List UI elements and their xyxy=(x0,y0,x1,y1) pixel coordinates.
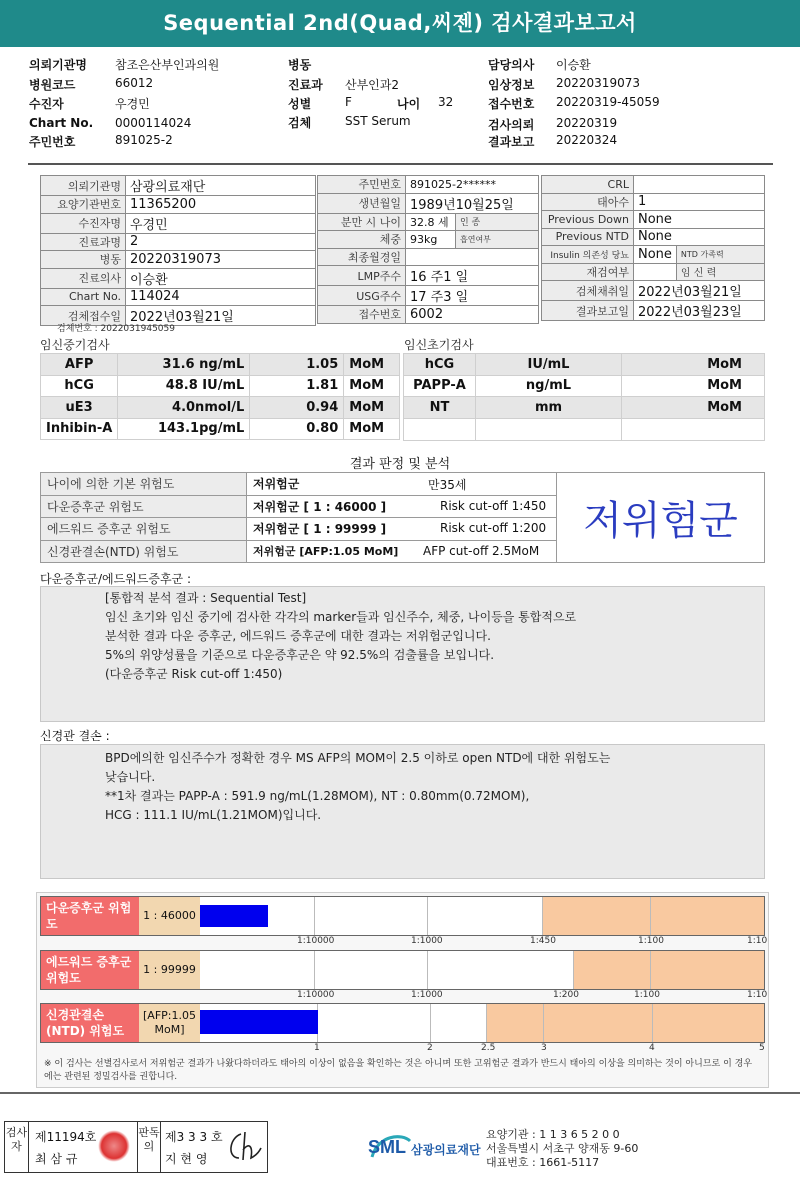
ntd-risk-bar xyxy=(40,1003,765,1043)
tick-label: 1:200 xyxy=(553,990,579,1000)
info-value: 2022년03월21일 xyxy=(126,306,316,326)
header-label: 담당의사 xyxy=(488,58,535,72)
first-trimester-table xyxy=(403,353,765,441)
analysis-line: 낮습니다. xyxy=(105,770,156,784)
risk-value: 저위험군 xyxy=(247,473,557,496)
risk-value: 저위험군 [ 1 : 46000 ] xyxy=(247,495,557,518)
tick-line xyxy=(573,951,574,989)
header-label: Chart No. xyxy=(29,116,94,130)
info-value: 17 주3 일 xyxy=(406,286,539,306)
tick-label: 2 xyxy=(427,1043,433,1053)
overall-result: 저위험군 xyxy=(583,498,738,544)
marker-row xyxy=(41,375,400,397)
ntd-label: 신경관 결손 : xyxy=(40,729,110,743)
tick-label: 5 xyxy=(759,1043,765,1053)
marker-empty xyxy=(404,418,476,440)
report-title: Sequential 2nd(Quad,씨젠) 검사결과보고서 xyxy=(0,0,800,47)
second-trimester-label: 임신중기검사 xyxy=(40,338,110,352)
tick-line xyxy=(543,1004,544,1042)
header-value: 참조은산부인과의원 xyxy=(115,58,220,72)
info-value: 6002 xyxy=(406,306,539,324)
info-label: 재검여부 xyxy=(542,263,634,281)
bar-label: 신경관결손(NTD) 위험도 xyxy=(41,1004,139,1042)
tick-label: 1:100 xyxy=(638,936,664,946)
marker-mom-unit: MoM xyxy=(622,354,765,376)
info-label: Previous NTD xyxy=(542,228,634,246)
bar-value: [AFP:1.05 MoM] xyxy=(139,1004,200,1042)
analysis-line: [통합적 분석 결과 : Sequential Test] xyxy=(105,591,307,605)
tick-label: 1:10 xyxy=(747,936,768,946)
info-label: 흡연여부 xyxy=(456,231,539,249)
info-label: 수진자명 xyxy=(41,213,126,233)
sml-brand: SML xyxy=(368,1137,406,1157)
tick-label: 4 xyxy=(649,1043,655,1053)
info-value: 891025-2****** xyxy=(406,176,539,194)
marker-row xyxy=(404,418,765,440)
info-label: 인 종 xyxy=(456,213,539,231)
marker-name: Inhibin-A xyxy=(41,418,118,440)
info-label: 검체접수일 xyxy=(41,306,126,326)
info-label: 접수번호 xyxy=(318,306,406,324)
marker-row xyxy=(404,397,765,419)
marker-empty xyxy=(476,418,622,440)
info-label: 생년월일 xyxy=(318,193,406,213)
marker-unit: MoM xyxy=(344,397,400,419)
marker-row xyxy=(41,418,400,440)
analysis-line: 임신 초기와 임신 중기에 검사한 각각의 marker들과 임신주수, 체중, 나이등을 통합적으로 xyxy=(105,610,577,624)
tick-line xyxy=(650,951,651,989)
judgment-table xyxy=(40,472,765,563)
first-trimester-label: 임신초기검사 xyxy=(404,338,474,352)
marker-unit: MoM xyxy=(344,354,400,376)
info-value: None xyxy=(634,228,765,246)
info-label: 태아수 xyxy=(542,193,634,211)
analysis-line: **1차 결과는 PAPP-A : 591.9 ng/mL(1.28MOM), NT : 0.80mm(0.72MOM), xyxy=(105,789,530,803)
disclaimer-note: ※ 이 검사는 선별검사로서 저위험군 결과가 나왔다하더라도 태아의 이상이 없음을 확인하는 것은 아니며 또한 고위험군 결과가 반드시 태아의 이상을 의미하는 것이 아니므로 이 경우에는 관련된 정밀검사를 권합니다. xyxy=(44,1059,753,1082)
marker-name: hCG xyxy=(41,375,118,397)
header-label: 검사의뢰 xyxy=(488,118,535,132)
marker-mom-unit: MoM xyxy=(622,375,765,397)
header-label: 검체 xyxy=(288,116,312,130)
signature-box xyxy=(4,1121,268,1173)
marker-value: 143.1pg/mL xyxy=(118,418,250,440)
marker-row xyxy=(41,397,400,419)
info-table-right xyxy=(541,175,765,321)
risk-label: 에드워드 증후군 위험도 xyxy=(41,518,247,541)
header-label: 의뢰기관명 xyxy=(29,58,87,72)
info-label: Insulin 의존성 당뇨 xyxy=(542,246,634,264)
marker-name: hCG xyxy=(404,354,476,376)
risk-cutoff: AFP cut-off 2.5MoM xyxy=(423,544,540,558)
marker-mom-unit: MoM xyxy=(622,397,765,419)
info-value: 11365200 xyxy=(126,196,316,214)
info-label: 진료의사 xyxy=(41,268,126,288)
risk-zone xyxy=(486,1004,764,1042)
judgment-title: 결과 판정 및 분석 xyxy=(349,457,451,472)
info-label: CRL xyxy=(542,176,634,194)
footer-divider xyxy=(0,1092,800,1094)
header-value: 66012 xyxy=(115,76,154,90)
header-value: 32 xyxy=(438,95,454,109)
info-label: LMP주수 xyxy=(318,266,406,286)
tick-line xyxy=(542,897,543,935)
risk-value: 저위험군 [ 1 : 99999 ] xyxy=(247,518,557,541)
second-trimester-table xyxy=(40,353,400,440)
tick-line xyxy=(427,951,428,989)
tick-line xyxy=(314,951,315,989)
header-label: 결과보고 xyxy=(488,135,535,149)
bar-label: 다운증후군 위험도 xyxy=(41,897,139,935)
info-label: NTD 가족력 xyxy=(676,246,764,264)
marker-row xyxy=(404,354,765,376)
marker-value: 4.0nmol/L xyxy=(118,397,250,419)
header-value: 우경민 xyxy=(115,97,150,111)
tick-line xyxy=(430,1004,431,1042)
info-table-mid xyxy=(317,175,539,324)
header-value: SST Serum xyxy=(345,114,411,128)
header-value: 20220319-45059 xyxy=(556,95,660,109)
info-label: 요양기관번호 xyxy=(41,196,126,214)
header-label: 수진자 xyxy=(29,97,64,111)
header-label: 병동 xyxy=(288,58,312,72)
analysis-line: (다운증후군 Risk cut-off 1:450) xyxy=(105,667,283,681)
checker-name: 최 삼 규 xyxy=(35,1152,78,1166)
marker-name: AFP xyxy=(41,354,118,376)
marker-unit: ng/mL xyxy=(476,375,622,397)
specimen-number: 검체번호 : 2022031945059 xyxy=(57,324,175,334)
tick-label: 1:1000 xyxy=(411,936,443,946)
tick-label: 3 xyxy=(541,1043,547,1053)
tick-label: 1:1000 xyxy=(411,990,443,1000)
tick-label: 1 xyxy=(314,1043,320,1053)
info-label: 분만 시 나이 xyxy=(318,213,406,231)
brand-name: 삼광의료재단 xyxy=(411,1143,481,1157)
info-value: 32.8 세 xyxy=(406,213,456,231)
edward-risk-bar xyxy=(40,950,765,990)
bar-value: 1 : 99999 xyxy=(139,951,200,989)
header-value: 20220319 xyxy=(556,116,618,130)
marker-mom: 1.05 xyxy=(250,354,344,376)
marker-row xyxy=(404,375,765,397)
tick-line xyxy=(650,897,651,935)
header-label: 접수번호 xyxy=(488,97,535,111)
info-value: 2022년03월21일 xyxy=(634,281,765,301)
info-label: 주민번호 xyxy=(318,176,406,194)
info-value: 20220319073 xyxy=(126,251,316,269)
info-value: 2 xyxy=(126,233,316,251)
risk-label: 신경관결손(NTD) 위험도 xyxy=(41,540,247,563)
info-value: 1989년10월25일 xyxy=(406,193,539,213)
tick-line xyxy=(427,897,428,935)
reviewer-label: 판독의 xyxy=(137,1122,161,1172)
overall-result-cell xyxy=(557,473,765,563)
info-value: 우경민 xyxy=(126,213,316,233)
tick-label: 1:10 xyxy=(747,990,768,1000)
ntd-box xyxy=(40,744,765,879)
info-label: 임 신 력 xyxy=(676,263,764,281)
info-value xyxy=(634,176,765,194)
info-label: 검체채취일 xyxy=(542,281,634,301)
seal-stamp-icon xyxy=(98,1130,130,1162)
marker-mom: 0.80 xyxy=(250,418,344,440)
header-label: 주민번호 xyxy=(29,135,76,149)
info-value xyxy=(406,248,539,266)
info-value: 이승환 xyxy=(126,268,316,288)
header-value: 20220319073 xyxy=(556,76,640,90)
marker-empty xyxy=(622,418,765,440)
header-label: 임상정보 xyxy=(488,78,535,92)
marker-mom: 0.94 xyxy=(250,397,344,419)
info-value: None xyxy=(634,246,677,264)
analysis-line: 분석한 결과 다운 증후군, 에드워드 증후군에 대한 결과는 저위험군입니다. xyxy=(105,629,491,643)
info-label: USG주수 xyxy=(318,286,406,306)
marker-unit: mm xyxy=(476,397,622,419)
marker-value: 31.6 ng/mL xyxy=(118,354,250,376)
footer-code: 요양기관 : 1 1 3 6 5 2 0 0 xyxy=(486,1128,620,1141)
header-value: 20220324 xyxy=(556,133,618,147)
analysis-line: HCG : 111.1 IU/mL(1.21MOM)입니다. xyxy=(105,808,322,822)
marker-mom: 1.81 xyxy=(250,375,344,397)
info-value xyxy=(634,263,677,281)
header-label: 성별 xyxy=(288,97,312,111)
risk-cutoff: 만35세 xyxy=(428,478,467,492)
header-block xyxy=(0,52,800,152)
info-value: 1 xyxy=(634,193,765,211)
marker-name: PAPP-A xyxy=(404,375,476,397)
info-label: Chart No. xyxy=(41,288,126,306)
info-label: Previous Down xyxy=(542,211,634,229)
footer-phone: 대표번호 : 1661-5117 xyxy=(486,1156,600,1169)
marker-name: uE3 xyxy=(41,397,118,419)
info-table-left xyxy=(40,175,316,326)
info-value: None xyxy=(634,211,765,229)
info-value: 삼광의료재단 xyxy=(126,176,316,196)
header-value: 이승환 xyxy=(556,58,591,72)
analysis-line: 5%의 위양성률을 기준으로 다운증후군은 약 92.5%의 검출률을 보입니다. xyxy=(105,648,495,662)
info-value: 114024 xyxy=(126,288,316,306)
bar-fill xyxy=(200,905,268,927)
tick-line xyxy=(314,897,315,935)
header-label: 진료과 xyxy=(288,78,323,92)
risk-zone xyxy=(573,951,764,989)
info-label: 의뢰기관명 xyxy=(41,176,126,196)
bar-fill xyxy=(200,1010,318,1034)
tick-line xyxy=(486,1004,487,1042)
risk-zone xyxy=(542,897,764,935)
risk-value: 저위험군 [AFP:1.05 MoM] xyxy=(247,540,557,563)
header-label: 병원코드 xyxy=(29,78,76,92)
checker-license: 제11194호 xyxy=(35,1130,97,1144)
header-value: 891025-2 xyxy=(115,133,173,147)
tick-label: 1:450 xyxy=(530,936,556,946)
marker-unit: MoM xyxy=(344,375,400,397)
info-label: 병동 xyxy=(41,251,126,269)
info-label: 체중 xyxy=(318,231,406,249)
header-value: 0000114024 xyxy=(115,116,192,130)
marker-unit: MoM xyxy=(344,418,400,440)
tick-label: 1:10000 xyxy=(297,990,335,1000)
risk-label: 다운증후군 위험도 xyxy=(41,495,247,518)
marker-value: 48.8 IU/mL xyxy=(118,375,250,397)
header-divider xyxy=(28,163,773,165)
footer-contact xyxy=(486,1128,638,1170)
marker-row xyxy=(41,354,400,376)
analysis-line: BPD에의한 임신주수가 정확한 경우 MS AFP의 MOM이 2.5 이하로 open NTD에 대한 위험도는 xyxy=(105,751,611,765)
footer-address: 서울특별시 서초구 양재동 9-60 xyxy=(486,1142,639,1155)
info-label: 진료과명 xyxy=(41,233,126,251)
bar-value: 1 : 46000 xyxy=(139,897,200,935)
down-edward-box xyxy=(40,586,765,722)
tick-line xyxy=(652,1004,653,1042)
tick-label: 1:10000 xyxy=(297,936,335,946)
bar-label: 에드워드 증후군 위험도 xyxy=(41,951,139,989)
header-value: F xyxy=(345,95,352,109)
info-value: 93kg xyxy=(406,231,456,249)
info-label: 결과보고일 xyxy=(542,301,634,321)
risk-cutoff: Risk cut-off 1:200 xyxy=(440,521,547,535)
signature-icon xyxy=(223,1128,265,1166)
down-risk-bar xyxy=(40,896,765,936)
sml-logo-icon xyxy=(368,1127,412,1167)
info-value: 2022년03월23일 xyxy=(634,301,765,321)
header-value: 산부인과2 xyxy=(345,78,400,92)
info-label: 최종월경일 xyxy=(318,248,406,266)
marker-unit: IU/mL xyxy=(476,354,622,376)
risk-label: 나이에 의한 기본 위험도 xyxy=(41,473,247,496)
reviewer-name: 지 현 영 xyxy=(165,1152,208,1166)
tick-label: 2.5 xyxy=(481,1043,496,1053)
risk-cutoff: Risk cut-off 1:450 xyxy=(440,499,547,513)
header-label: 나이 xyxy=(397,97,421,111)
info-value: 16 주1 일 xyxy=(406,266,539,286)
down-edward-label: 다운증후군/에드워드증후군 : xyxy=(40,572,192,586)
reviewer-license: 제3 3 3 호 xyxy=(165,1130,223,1144)
tick-label: 1:100 xyxy=(634,990,660,1000)
marker-name: NT xyxy=(404,397,476,419)
checker-label: 검사자 xyxy=(5,1122,29,1172)
